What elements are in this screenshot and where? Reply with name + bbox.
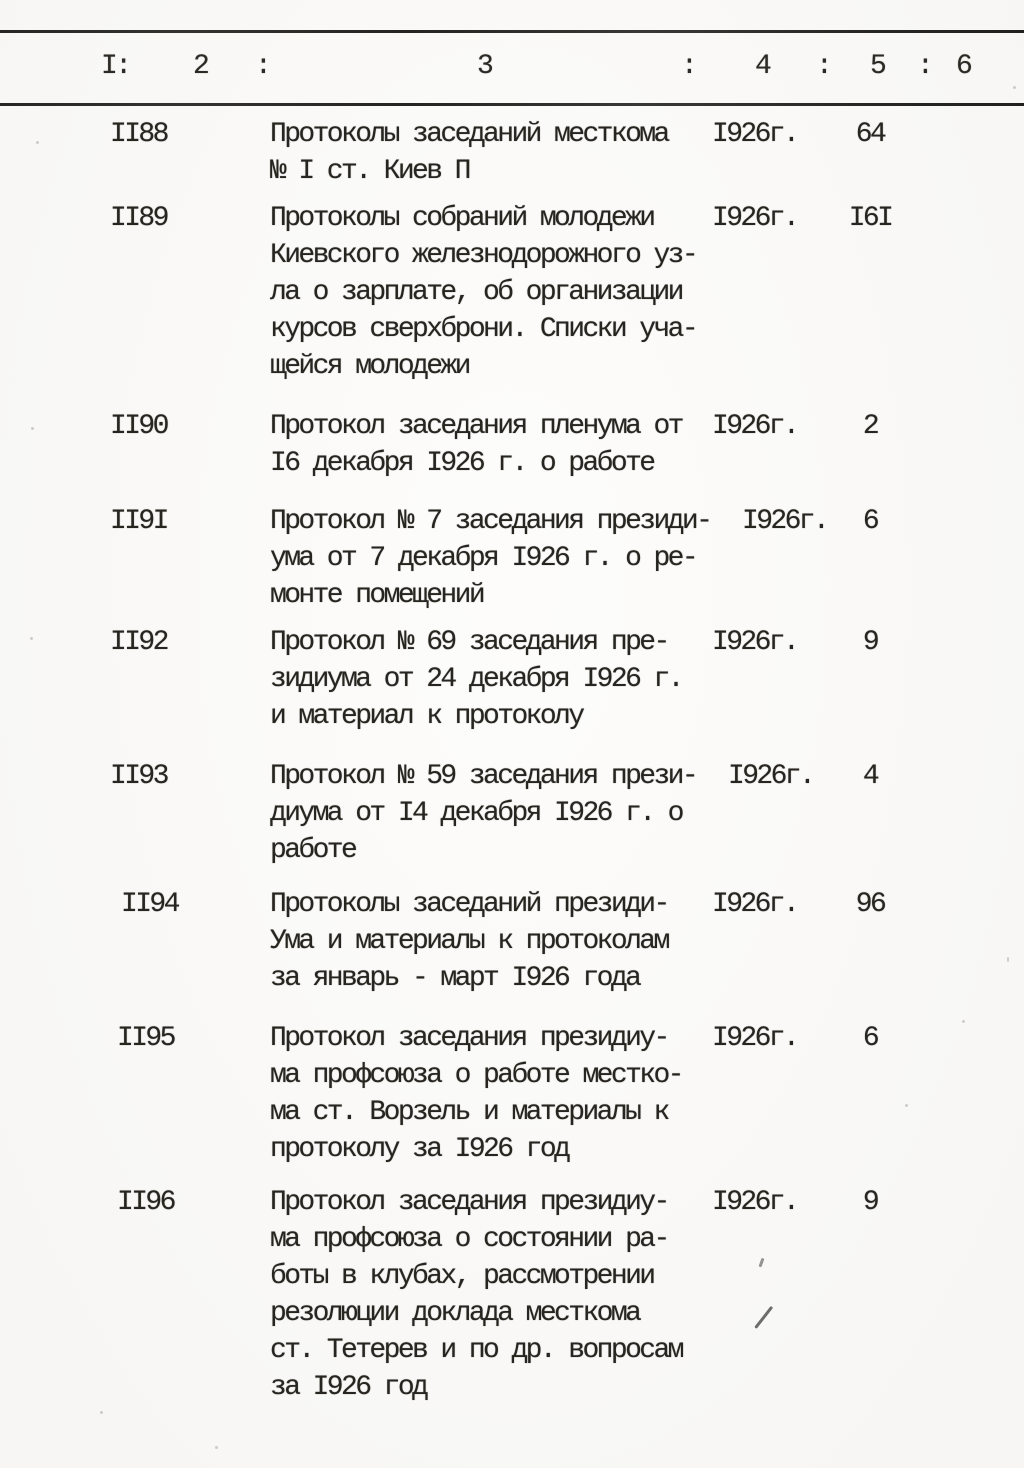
description-line: резолюции доклада месткома [270,1298,640,1329]
table-row [0,116,1024,190]
record-year: I926г. [712,119,798,150]
record-number: II89 [110,203,167,234]
entries-list [0,116,1024,1406]
description-line: Ума и материалы к протоколам [270,926,668,957]
record-sheet-count: 2 [862,411,878,442]
column-header-2: 2 [193,51,208,82]
scan-speck [31,427,34,430]
record-description [270,200,712,385]
record-sheet-count: 9 [862,627,878,658]
table-row [0,758,1024,869]
scan-speck [905,1104,908,1107]
description-line: диума от I4 декабря I926 г. о [270,798,682,829]
description-line: монте помещений [270,580,484,611]
column-header-4: 4 [755,51,770,82]
record-number: II96 [117,1187,174,1218]
column-header-6: 6 [956,51,971,82]
record-year: I926г. [712,203,798,234]
description-line: Протокол № 69 заседания пре- [270,627,668,658]
record-sheet-count: 9 [862,1187,878,1218]
table-rule-header-bottom [0,103,1024,106]
record-year: I926г. [712,1023,798,1054]
description-line: ма профсоюза о состоянии ра- [270,1224,668,1255]
description-line: протоколу за I926 год [270,1134,569,1165]
description-line: ст. Тетерев и по др. вопросам [270,1335,682,1366]
description-line: Протокол № 7 заседания президи- [270,506,711,537]
table-header-row [0,50,1024,84]
description-line: Протокол заседания президиу- [270,1187,668,1218]
table-row [0,886,1024,997]
description-line: курсов сверхброни. Списки уча- [270,314,697,345]
record-number: II88 [110,119,167,150]
record-description [270,1020,712,1168]
record-number: II90 [110,411,167,442]
scan-speck [100,1411,103,1414]
description-line: за январь - март I926 года [270,963,640,994]
description-line: № I ст. Киев П [270,156,469,187]
scan-speck [30,637,33,640]
description-line: ма ст. Ворзель и материалы к [270,1097,668,1128]
table-rule-top [0,30,1024,33]
column-separator: : [681,51,696,82]
record-description [270,408,712,482]
description-line: за I926 год [270,1372,427,1403]
description-line: и материал к протоколу [270,701,583,732]
scan-speck [1013,86,1016,89]
table-row [0,1020,1024,1168]
record-description [270,1184,712,1406]
record-description [270,624,712,735]
description-line: боты в клубах, рассмотрении [270,1261,654,1292]
column-header-1: I: [101,51,130,82]
description-line: Протокол заседания президиу- [270,1023,668,1054]
description-line: Протоколы собраний молодежи [270,203,654,234]
record-year: I926г. [712,627,798,658]
table-row [0,503,1024,614]
record-year: I926г. [712,889,798,920]
record-number: II95 [117,1023,174,1054]
record-number: II93 [110,761,167,792]
description-line: работе [270,835,356,866]
scan-speck [962,1020,965,1023]
scan-speck [538,941,541,944]
description-line: Киевского железнодорожного уз- [270,240,697,271]
record-description [270,886,712,997]
scan-speck [36,141,39,144]
record-year: I926г. [712,1187,798,1218]
record-year: I926г. [712,411,798,442]
table-row [0,408,1024,482]
description-line: зидиума от 24 декабря I926 г. [270,664,682,695]
table-row [0,200,1024,385]
scan-speck [1007,957,1009,962]
record-number: II9I [110,506,167,537]
column-header-3: 3 [477,51,492,82]
record-description [270,758,712,869]
record-sheet-count: 64 [855,119,885,150]
record-description [270,116,712,190]
record-sheet-count: 96 [855,889,885,920]
record-sheet-count: 4 [862,761,878,792]
column-separator: : [816,51,831,82]
description-line: Протокол заседания пленума от [270,411,682,442]
column-separator: : [917,51,932,82]
table-row [0,624,1024,735]
record-sheet-count: 6 [862,1023,878,1054]
record-number: II94 [121,889,178,920]
scan-speck [215,1446,218,1449]
description-line: ла о зарплате, об организации [270,277,682,308]
description-line: ма профсоюза о работе местко- [270,1060,682,1091]
description-line: Протокол № 59 заседания прези- [270,761,697,792]
column-header-5: 5 [870,51,885,82]
description-line: Протоколы заседаний президи- [270,889,668,920]
record-year: I926г. [742,506,828,537]
record-sheet-count: 6 [862,506,878,537]
description-line: щейся молодежи [270,351,469,382]
record-description [270,503,712,614]
record-year: I926г. [728,761,814,792]
description-line: ума от 7 декабря I926 г. о ре- [270,543,697,574]
record-sheet-count: I6I [848,203,892,234]
description-line: Протоколы заседаний месткома [270,119,668,150]
record-number: II92 [110,627,167,658]
column-separator: : [255,51,270,82]
description-line: I6 декабря I926 г. о работе [270,448,654,479]
table-row [0,1184,1024,1406]
